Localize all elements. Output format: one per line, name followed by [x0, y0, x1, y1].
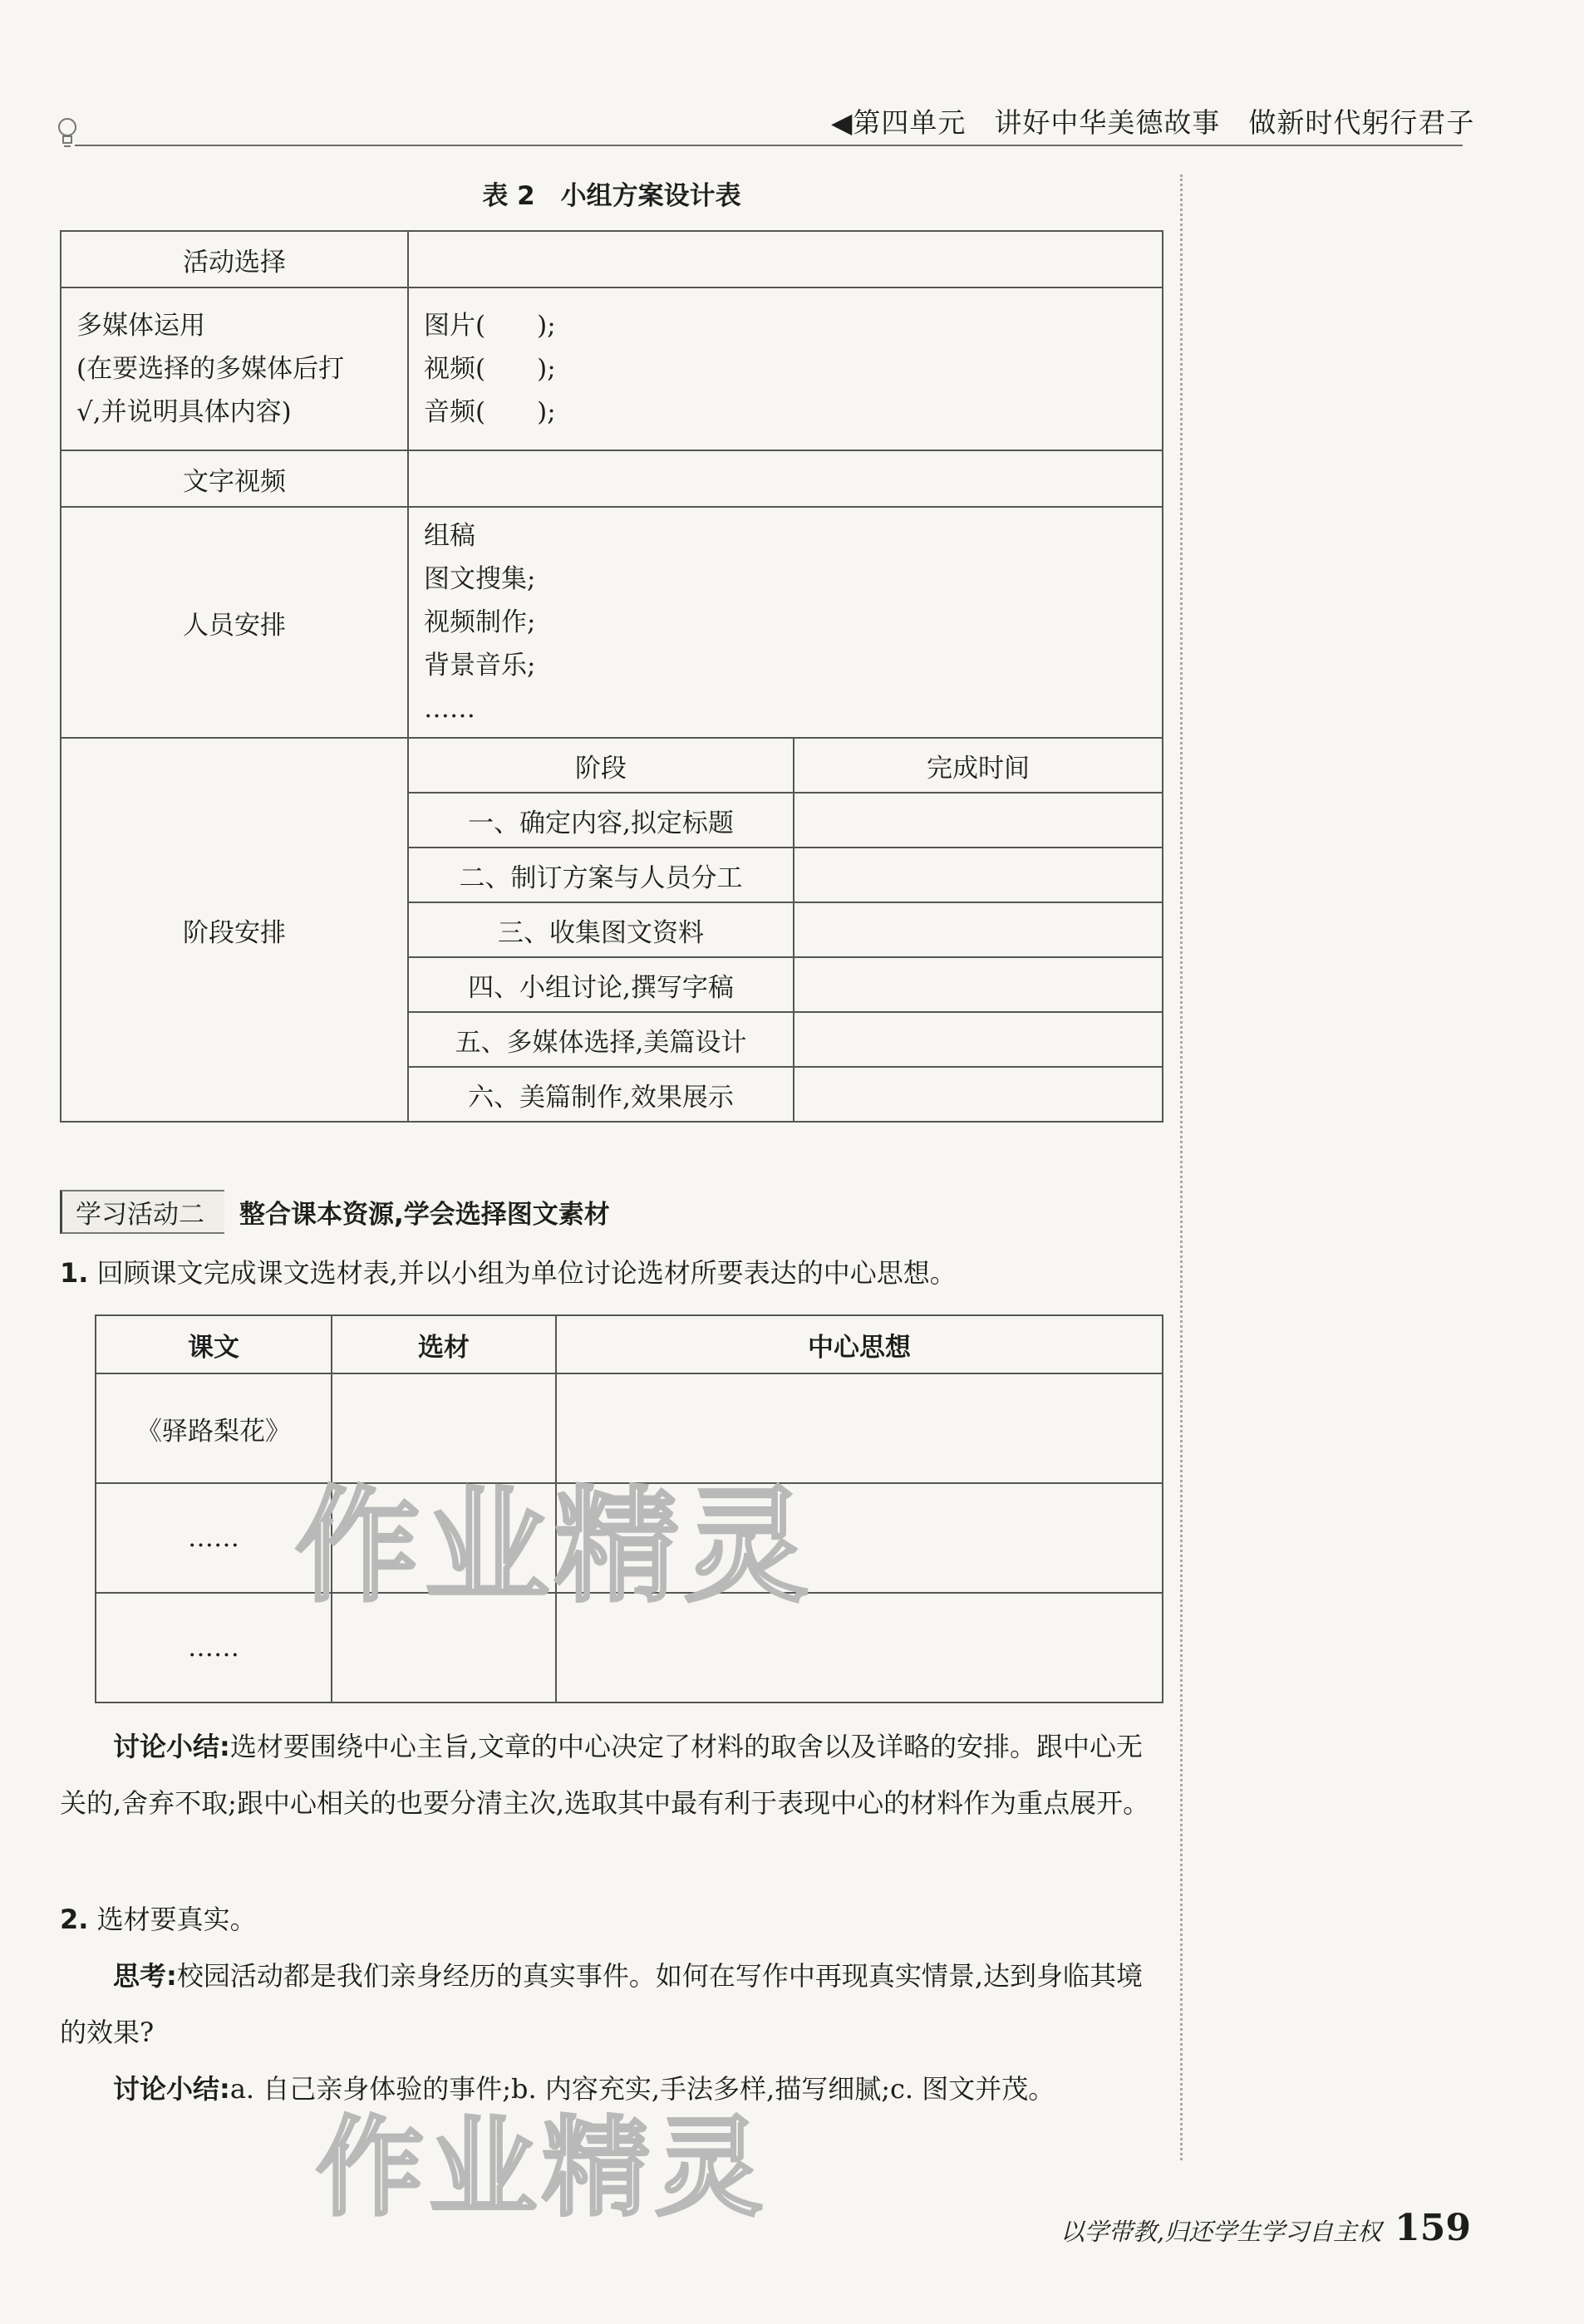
time-input-cell[interactable] — [794, 1012, 1162, 1067]
stage-item: 二、制订方案与人员分工 — [409, 848, 794, 902]
think-prompt — [60, 1948, 1165, 2061]
lesson-name: 《驿路梨花》 — [96, 1373, 332, 1483]
question-2 — [60, 1891, 1165, 1948]
think-text: 校园活动都是我们亲身经历的真实事件。如何在写作中再现真实情景,达到身临其境的效果? — [60, 1960, 1143, 2048]
activity2-tag: 学习活动二 — [60, 1190, 224, 1234]
theme-header: 中心思想 — [556, 1315, 1163, 1373]
time-input-cell[interactable] — [794, 902, 1162, 957]
summary-1 — [60, 1718, 1165, 1831]
staff-label: 人员安排 — [61, 507, 408, 738]
think-label: 思考: — [113, 1960, 177, 1992]
staff-item: 视频制作; — [424, 607, 536, 637]
question-1-text: 回顾课文完成课文选材表,并以小组为单位讨论选材所要表达的中心思想。 — [96, 1257, 957, 1289]
time-input-cell[interactable] — [794, 1067, 1162, 1121]
staff-item: …… — [424, 694, 475, 724]
stage-item: 三、收集图文资料 — [409, 902, 794, 957]
stage-item: 五、多媒体选择,美篇设计 — [409, 1012, 794, 1067]
table2-caption: 表 2 小组方案设计表 — [482, 181, 741, 211]
media-items-cell[interactable] — [408, 287, 1163, 450]
question-1-number: 1. — [60, 1257, 89, 1289]
media-item-picture: 图片( ); — [424, 311, 556, 341]
time-header: 完成时间 — [794, 739, 1162, 793]
time-input-cell[interactable] — [794, 848, 1162, 902]
margin-divider — [1180, 174, 1183, 2160]
staff-items-cell[interactable] — [408, 507, 1163, 738]
staff-item: 图文搜集; — [424, 564, 536, 594]
page-footer — [831, 2207, 1471, 2249]
activity-label: 活动选择 — [61, 231, 408, 287]
watermark: 作业精灵 — [316, 2105, 769, 2231]
media-label-line: √,并说明具体内容) — [76, 397, 292, 427]
page-number: 159 — [1395, 2207, 1471, 2249]
question-2-text: 选材要真实。 — [96, 1904, 257, 1935]
summary-1-text: 选材要围绕中心主旨,文章的中心决定了材料的取舍以及详略的安排。跟中心无关的,舍弃不取;跟中心相关的也要分清主次,选取其中最有利于表现中心的材料作为重点展开。 — [60, 1731, 1150, 1819]
header-divider — [75, 145, 1463, 146]
script-label: 文字视频 — [61, 450, 408, 507]
media-item-audio: 音频( ); — [424, 397, 556, 427]
summary-1-label: 讨论小结: — [113, 1731, 230, 1762]
watermark: 作业精灵 — [295, 1475, 814, 1619]
summary-2-text: a. 自己亲身体验的事件;b. 内容充实,手法多样,描写细腻;c. 图文并茂。 — [229, 2073, 1055, 2105]
footer-slogan: 以学带教,归还学生学习自主权 — [1060, 2218, 1382, 2246]
stage-item: 一、确定内容,拟定标题 — [409, 793, 794, 848]
media-item-video: 视频( ); — [424, 354, 556, 384]
script-input-cell[interactable] — [408, 450, 1163, 507]
staff-item: 背景音乐; — [424, 651, 536, 680]
unit-header: ◀第四单元 讲好中华美德故事 做新时代躬行君子 — [831, 106, 1475, 139]
activity-input-cell[interactable] — [408, 231, 1163, 287]
question-2-number: 2. — [60, 1904, 89, 1935]
time-input-cell[interactable] — [794, 793, 1162, 848]
lesson-header: 课文 — [96, 1315, 332, 1373]
schedule-cell — [408, 738, 1163, 1122]
stage-item: 四、小组讨论,撰写字稿 — [409, 957, 794, 1012]
activity2-title: 整合课本资源,学会选择图文素材 — [239, 1200, 610, 1230]
schedule-label: 阶段安排 — [61, 738, 408, 1122]
stage-item: 六、美篇制作,效果展示 — [409, 1067, 794, 1121]
activity2-heading — [60, 1190, 610, 1234]
question-1 — [60, 1245, 1165, 1301]
media-label — [61, 287, 408, 450]
media-label-line: (在要选择的多媒体后打 — [76, 354, 345, 384]
stage-header: 阶段 — [409, 739, 794, 793]
summary-2-label: 讨论小结: — [113, 2073, 230, 2105]
schedule-table — [409, 739, 1162, 1121]
material-header: 选材 — [332, 1315, 556, 1373]
lesson-name: …… — [96, 1593, 332, 1702]
time-input-cell[interactable] — [794, 957, 1162, 1012]
plan-design-table — [60, 230, 1163, 1123]
media-label-line: 多媒体运用 — [76, 311, 205, 341]
staff-item: 组稿 — [424, 521, 475, 551]
lesson-name: …… — [96, 1483, 332, 1593]
